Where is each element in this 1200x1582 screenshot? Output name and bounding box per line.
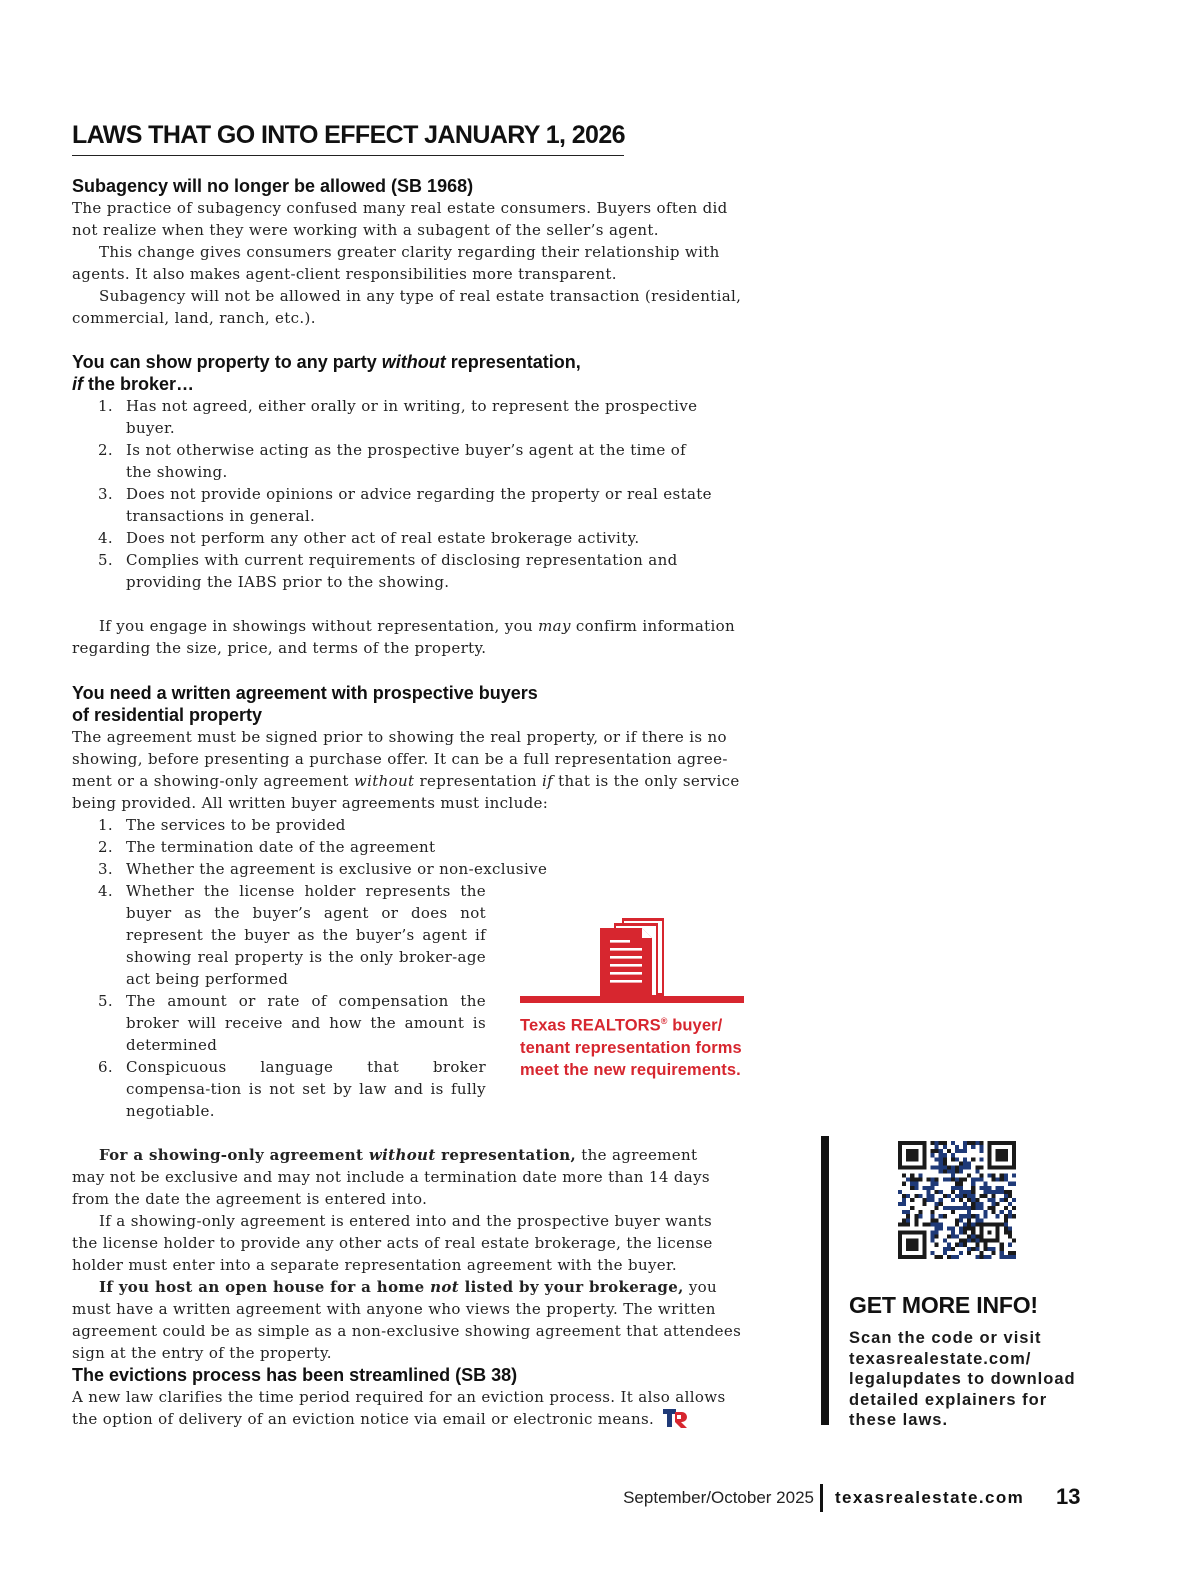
text: A new law clarifies the time period required for an eviction process. It also allows the option of delivery of an eviction notice via email or electronic means. [72,1388,726,1428]
section-heading: Subagency will no longer be allowed (SB 1968) [72,176,474,196]
paragraph: The practice of subagency confused many real estate consumers. Buyers often did not realize when they were working with a subagent of the seller’s agent. [72,199,728,239]
list-item: 3. Does not provide opinions or advice regarding the property or real estate transactions in general. [98,485,712,525]
bold-text: listed by your brokerage, [459,1278,684,1296]
list-item-text: The termination date of the agreement [126,838,436,856]
section-evictions [72,1364,742,1434]
heading-text: representation, [445,352,581,372]
broker-conditions-list [72,395,712,593]
heading-text: of residential property [72,705,263,725]
list-item: 4. Whether the license holder represents the buyer as the buyer’s agent or does not represent the buyer as the buyer’s agent if showing real property is the only broker-age act being performed [98,882,486,988]
list-item-text: Complies with current requirements of disclosing representation and providing the IABS prior to the showing. [126,551,678,591]
texas-realtors-logo-icon [663,1408,689,1434]
section-heading [72,682,752,726]
info-box-rule [821,1136,829,1425]
list-item-text: Does not perform any other act of real estate brokerage activity. [126,529,640,547]
list-item-text: Conspicuous language that broker compensa-tion is not set by law and is fully negotiable. [126,1058,486,1120]
paragraph [72,615,752,659]
italic-text: without [353,772,415,790]
qr-code-icon[interactable] [898,1141,1016,1263]
bold-italic-text: not [430,1278,459,1296]
issue-date: September/October 2025 [623,1488,814,1507]
list-item-text: Whether the agreement is exclusive or non-exclusive [126,860,548,878]
bold-text: If you host an open house for a home [99,1278,431,1296]
footer-divider [820,1484,823,1512]
list-item-text: The amount or rate of compensation the broker will receive and how the amount is determined [126,992,486,1054]
forms-caption [520,1010,744,1081]
list-item-text: The services to be provided [126,816,346,834]
list-item: 5. The amount or rate of compensation the broker will receive and how the amount is determined [98,992,486,1054]
page-title: LAWS THAT GO INTO EFFECT JANUARY 1, 2026 [72,120,624,156]
caption-text: tenant representation forms [520,1038,742,1057]
section-show-property [72,351,752,659]
list-item: 2. The termination date of the agreement [98,838,436,856]
heading-text: You need a written agreement with prospective buyers [72,683,538,703]
paragraph: This change gives consumers greater clarity regarding their relationship with agents. It also makes agent-client responsibilities more transparent. [72,243,720,283]
info-box-title: GET MORE INFO! [849,1292,1038,1318]
heading-italic: if [72,374,83,394]
website-link[interactable]: texasrealestate.com [835,1488,1025,1507]
list-item: 2. Is not otherwise acting as the prospective buyer’s agent at the time of the showing. [98,441,686,481]
page-footer [0,1484,1200,1514]
caption-text: buyer/ [667,1016,723,1035]
italic-text: may [538,617,571,635]
paragraph [72,1276,752,1364]
text: that is the only service being provided. All written buyer agreements must include: [72,772,740,812]
text: representation [414,772,542,790]
registered-mark: ® [660,1016,668,1026]
bold-text: representation, [435,1146,577,1164]
heading-italic: without [381,352,446,372]
paragraph [72,726,752,814]
document-stack-icon [600,918,664,1002]
list-item-text: Whether the license holder represents the buyer as the buyer’s agent or does not represent the buyer as the buyer’s agent if showing real property is the only broker-age act being performed [126,882,486,988]
section-heading [72,351,752,395]
bold-text: For a showing-only agreement [99,1146,369,1164]
list-item: 1. The services to be provided [98,816,346,834]
section-subagency [72,175,752,329]
italic-text: if [541,772,554,790]
text: confirm information regarding the size, price, and terms of the property. [72,617,736,657]
heading-text: the broker… [83,374,195,394]
list-item: 5. Complies with current requirements of disclosing representation and providing the IABS prior to the showing. [98,551,678,591]
text: The agreement must be signed prior to showing the real property, or if there is no showing, before presenting a purchase offer. It can be a full representation agree-ment or a showing-only agreement [72,728,728,790]
info-box-body: Scan the code or visit texasrealestate.com/ legalupdates to download detailed explainers for these laws. [849,1329,1076,1429]
list-item-text: Does not provide opinions or advice regarding the property or real estate transactions in general. [126,485,712,525]
text: you must have a written agreement with anyone who views the property. The written agreement could be as simple as a non-exclusive showing agreement that attendees sign at the entry of the property. [72,1278,742,1362]
page-number: 13 [1056,1484,1081,1509]
paragraph: If a showing-only agreement is entered into and the prospective buyer wants the license holder to provide any other acts of real estate brokerage, the license holder must enter into a separate representation agreement with the buyer. [72,1212,713,1274]
caption-text: Texas REALTORS [520,1016,661,1035]
text: If you engage in showings without representation, you [99,617,539,635]
list-item: 3. Whether the agreement is exclusive or non-exclusive [98,860,548,878]
text: the agreement may not be exclusive and may not include a termination date more than 14 days from the date the agreement is entered into. [72,1146,710,1208]
list-item: 1. Has not agreed, either orally or in writing, to represent the prospective buyer. [98,397,698,437]
paragraph: Subagency will not be allowed in any type of real estate transaction (residential, commercial, land, ranch, etc.). [72,287,742,327]
list-item: 4. Does not perform any other act of real estate brokerage activity. [98,529,640,547]
paragraph [72,1386,742,1434]
list-item-text: Is not otherwise acting as the prospective buyer’s agent at the time of the showing. [126,441,686,481]
list-item: 6. Conspicuous language that broker compensa-tion is not set by law and is fully negotiable. [98,1058,486,1120]
section-heading: The evictions process has been streamlined (SB 38) [72,1365,518,1385]
list-item-text: Has not agreed, either orally or in writing, to represent the prospective buyer. [126,397,698,437]
heading-text: You can show property to any party [72,352,382,372]
caption-text: meet the new requirements. [520,1060,741,1079]
forms-callout [520,918,744,1081]
bold-italic-text: without [368,1146,436,1164]
paragraph [72,1144,732,1210]
